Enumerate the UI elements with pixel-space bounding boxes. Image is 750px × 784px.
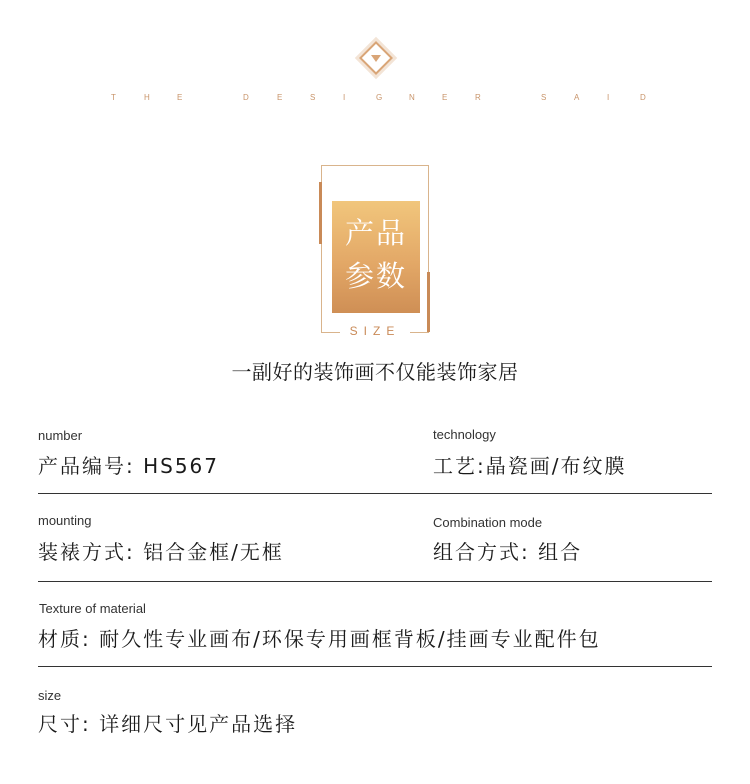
divider	[38, 493, 712, 494]
spec-combination-label: Combination mode	[433, 515, 543, 530]
tagline-letter: S	[541, 93, 547, 102]
tagline-letter: I	[343, 93, 346, 102]
divider	[38, 581, 712, 582]
tagline-letter: N	[409, 93, 415, 102]
tagline-letter: E	[442, 93, 448, 102]
tagline-letter: D	[243, 93, 249, 102]
designer-tagline	[0, 93, 750, 107]
divider	[38, 666, 712, 667]
frame-accent	[427, 272, 430, 332]
spec-size-value: 尺寸: 详细尺寸见产品选择	[38, 712, 298, 736]
spec-number-label: number	[38, 428, 83, 443]
tagline-letter: S	[310, 93, 316, 102]
badge-title-line2: 参数	[344, 259, 407, 293]
tagline-letter: E	[277, 93, 283, 102]
badge-caption: SIZE	[340, 324, 410, 338]
frame-line	[321, 332, 341, 333]
frame-line	[410, 332, 429, 333]
spec-number-value: 产品编号: HS567	[38, 454, 220, 478]
tagline-letter: E	[177, 93, 183, 102]
tagline-letter: I	[607, 93, 610, 102]
spec-mounting-value: 装裱方式: 铝合金框/无框	[38, 540, 284, 564]
frame-line	[428, 165, 429, 272]
diamond-triangle-icon	[353, 35, 399, 81]
spec-technology-value: 工艺:晶瓷画/布纹膜	[433, 454, 627, 478]
spec-material-label: Texture of material	[39, 601, 146, 616]
tagline-letter: R	[475, 93, 481, 102]
spec-combination-value: 组合方式: 组合	[433, 540, 583, 564]
tagline-letter: H	[144, 93, 150, 102]
spec-material-value: 材质: 耐久性专业画布/环保专用画框背板/挂画专业配件包	[38, 627, 601, 651]
spec-mounting-label: mounting	[38, 513, 92, 528]
frame-accent	[319, 182, 322, 244]
frame-line	[321, 165, 429, 166]
slogan: 一副好的装饰画不仅能装饰家居	[231, 360, 519, 384]
spec-technology-label: technology	[433, 427, 496, 442]
spec-size-label: size	[38, 688, 62, 703]
tagline-letter: G	[376, 93, 383, 102]
tagline-letter: A	[574, 93, 580, 102]
badge-title-line1: 产品	[344, 216, 407, 250]
tagline-letter: T	[111, 93, 116, 102]
tagline-letter: D	[640, 93, 646, 102]
